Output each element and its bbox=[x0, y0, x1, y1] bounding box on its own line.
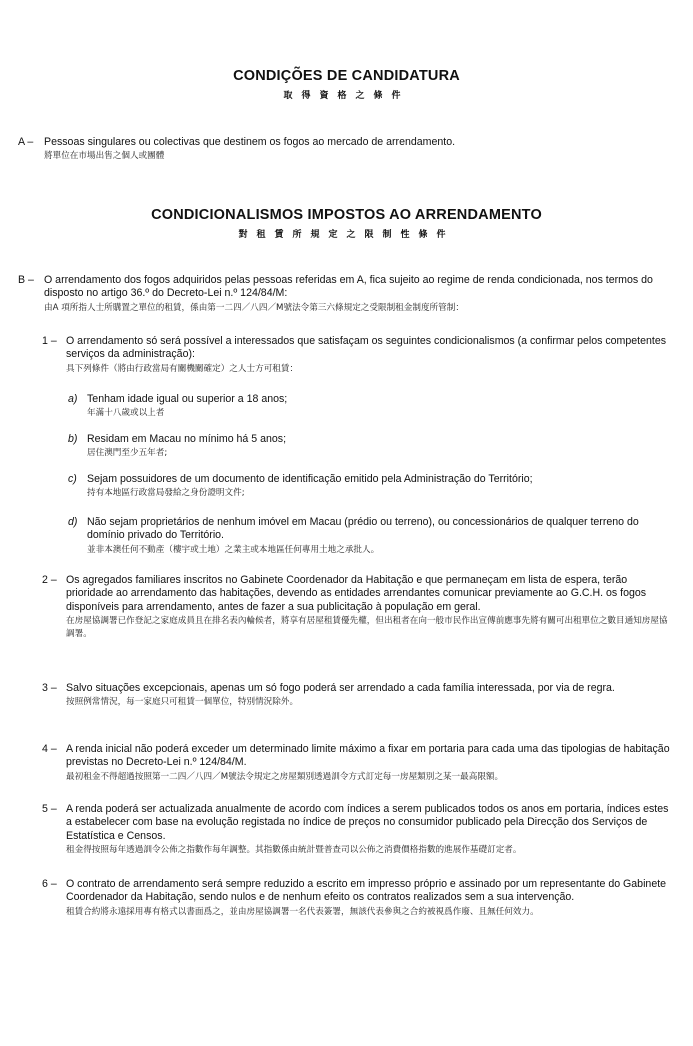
item-a-text: Pessoas singulares ou colectivas que destinem os fogos ao mercado de arrendamento. bbox=[44, 136, 456, 148]
item-3-text: Salvo situações excepcionais, apenas um só fogo poderá ser arrendado a cada família interessada, por via de regra. bbox=[66, 682, 615, 694]
item-a-label: A – bbox=[18, 136, 34, 148]
item-1-label: 1 – bbox=[42, 335, 57, 347]
section-title-candidatura-cn: 取得資格之條件 bbox=[283, 91, 410, 101]
item-1-text-cn: 具下列條件（將由行政當局有關機關確定）之人士方可租賃： bbox=[66, 363, 299, 374]
sub-a bbox=[87, 393, 672, 420]
sub-c bbox=[87, 473, 672, 500]
item-b-text: O arrendamento dos fogos adquiridos pelas pessoas referidas em A, fica sujeito ao regime de renda condicionada, nos termos do disposto no artigo 36.º do Decreto-Lei n.º 124/84/M: bbox=[44, 274, 653, 300]
item-4-label: 4 – bbox=[42, 743, 57, 755]
sub-a-text-cn: 年滿十八歲或以上者 bbox=[87, 408, 165, 419]
item-a-text-cn: 將單位在市場出售之個人或團體 bbox=[44, 151, 165, 162]
item-2-text: Os agregados familiares inscritos no Gabinete Coordenador da Habitação e que permaneçam em lista de espera, terão prioridade ao arrendamento das habitações, devendo as entidades arrendantes comunicar previamente ao G.C.H. os fogos disponíveis para arrendamento, antes de fazer a sua publicitação à população em geral. bbox=[66, 574, 647, 613]
sub-d-text-cn: 並非本澳任何不動產（樓宇或土地）之業主或本地區任何專用土地之承批人。 bbox=[87, 544, 380, 555]
item-3 bbox=[66, 682, 672, 709]
sub-a-label: a) bbox=[68, 393, 78, 405]
item-2 bbox=[66, 574, 672, 640]
item-a bbox=[44, 136, 664, 163]
sub-d-text: Não sejam proprietários de nenhum imóvel em Macau (prédio ou terreno), ou concessionários de qualquer terreno do domínio privado do Território. bbox=[87, 516, 639, 542]
sub-b-label: b) bbox=[68, 433, 78, 445]
sub-c-text: Sejam possuidores de um documento de identificação emitido pela Administração do Território; bbox=[87, 473, 533, 485]
item-6-text-cn: 租賃合約將永遠採用專有格式以書面爲之，並由房屋協調署一名代表簽署，無該代表參與之合約被視爲作廢、且無任何效力。 bbox=[66, 906, 539, 917]
item-2-label: 2 – bbox=[42, 574, 57, 586]
item-6 bbox=[66, 878, 672, 918]
item-5-text-cn: 租金得按照每年透過訓令公佈之指數作每年調整。其指數係由統計暨普查司以公佈之消費價格指數的進展作基礎訂定者。 bbox=[66, 845, 522, 856]
section-title-arrendamento: CONDICIONALISMOS IMPOSTOS AO ARRENDAMENTO bbox=[151, 207, 542, 223]
item-4-text-cn: 最初租金不得超過按照第一二四／八四／M號法令規定之房屋類別透過訓令方式訂定每一房屋類別之某一最高限額。 bbox=[66, 771, 504, 782]
item-3-text-cn: 按照例常情況，每一家庭只可租賃一個單位，特別情況除外。 bbox=[66, 697, 299, 708]
item-1 bbox=[66, 335, 672, 375]
item-4-text: A renda inicial não poderá exceder um determinado limite máximo a fixar em portaria para cada uma das tipologias de habitação previstas no Decreto-Lei n.º 124/84/M. bbox=[66, 743, 670, 769]
item-4 bbox=[66, 743, 672, 783]
item-b-label: B – bbox=[18, 274, 34, 286]
item-1-text: O arrendamento só será possível a interessados que satisfaçam os seguintes condicionalismos (a confirmar pelos competentes serviços da administração): bbox=[66, 335, 667, 361]
sub-b-text: Residam em Macau no mínimo há 5 anos; bbox=[87, 433, 287, 445]
item-3-label: 3 – bbox=[42, 682, 57, 694]
sub-d-label: d) bbox=[68, 516, 78, 528]
item-6-label: 6 – bbox=[42, 878, 57, 890]
item-b bbox=[44, 274, 672, 314]
item-b-text-cn: 由A 項所指人士所購置之單位的租賃，係由第一二四／八四／M號法令第三六條規定之受限制租金制度所管制： bbox=[44, 302, 464, 313]
sub-b-text-cn: 居住澳門至少五年者; bbox=[87, 448, 168, 459]
item-6-text: O contrato de arrendamento será sempre reduzido a escrito em impresso próprio e assinado por um representante do Gabinete Coordenador da Habitação, sendo nulos e de nenhum efeito os contratos realizados sem a sua intervenção. bbox=[66, 878, 667, 904]
sub-a-text: Tenham idade igual ou superior a 18 anos; bbox=[87, 393, 288, 405]
section-title-arrendamento-cn: 對租賃所規定之限制性條件 bbox=[238, 230, 455, 240]
item-5-label: 5 – bbox=[42, 803, 57, 815]
item-5-text: A renda poderá ser actualizada anualmente de acordo com índices a serem publicados todos os anos em portaria, índices estes a estabelecer com base na evolução registada no índice de preços no consumidor publicado pela Direcção dos Serviços de Estatística e Censos. bbox=[66, 803, 669, 842]
sub-b bbox=[87, 433, 672, 460]
sub-c-text-cn: 持有本地區行政當局發給之身份證明文件; bbox=[87, 488, 245, 499]
sub-d bbox=[87, 516, 672, 556]
section-title-candidatura: CONDIÇÕES DE CANDIDATURA bbox=[233, 68, 460, 84]
sub-c-label: c) bbox=[68, 473, 77, 485]
item-2-text-cn: 在房屋協調署已作登記之家庭成員且在排名表內輪候者，將享有居屋租賃優先權，但出租者在向一般市民作出宣傳前應事先將有關可出租單位之數目通知房屋協調署。 bbox=[66, 616, 668, 639]
item-5 bbox=[66, 803, 672, 857]
